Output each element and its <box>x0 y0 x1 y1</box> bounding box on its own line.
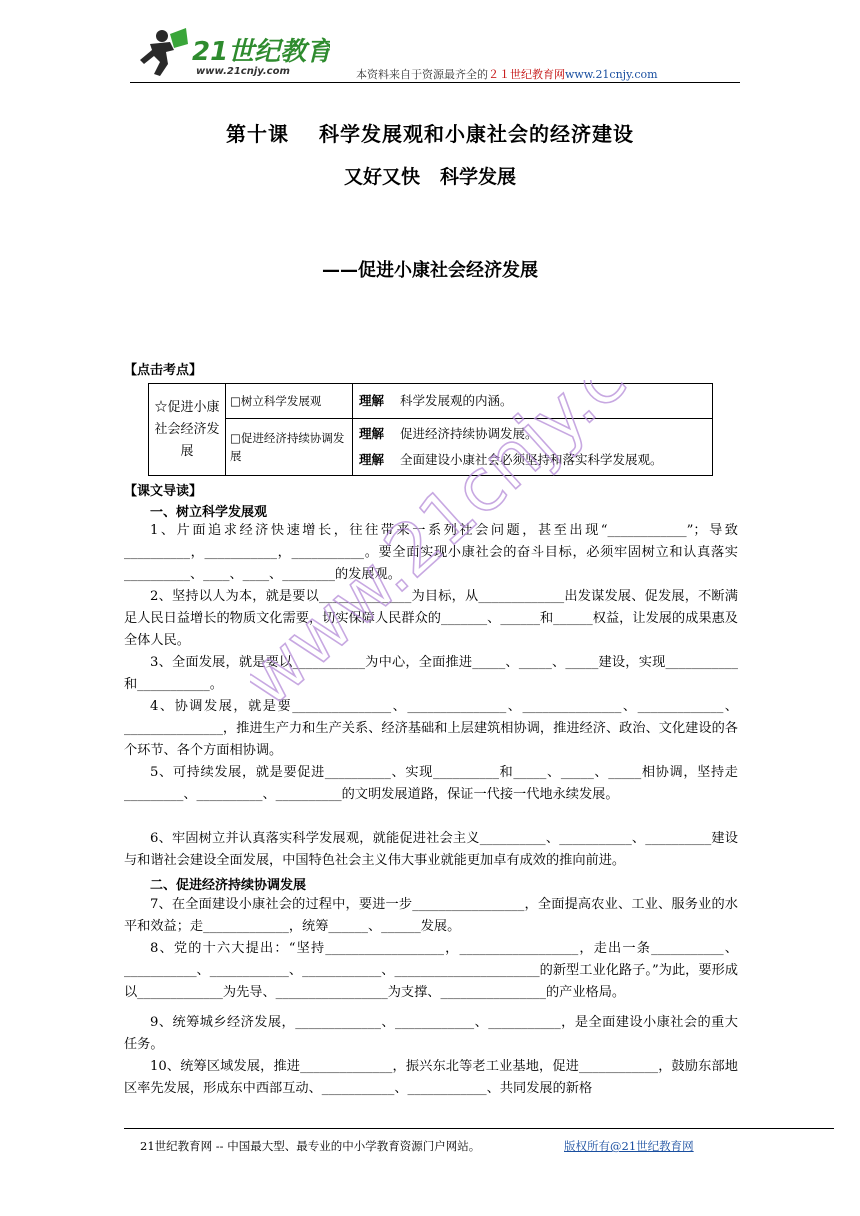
footer-note: 21世纪教育网 -- 中国最大型、最专业的中小学教育资源门户网站。 <box>140 1139 481 1153</box>
page-title <box>0 118 860 147</box>
watermark-text: www.21cnjy.com <box>250 380 670 723</box>
header-note-prefix: 本资料来自于资源最齐全的 <box>356 68 488 81</box>
section-1-heading: 一、树立科学发展观 <box>150 505 268 520</box>
kaodian-topic: ☆促进小康社会经济发展 <box>149 384 226 476</box>
lesson-number: 第十课 <box>226 122 289 146</box>
kaodian-heading: 【点击考点】 <box>124 363 203 378</box>
paragraph-3: 3、全面发展，就是要以___________为中心，全面推进_____、_____、_____建设，实现___________和___________。 <box>124 655 738 692</box>
kaodian-table <box>148 383 713 476</box>
kaodian-item-1: □树立科学发展观 <box>226 384 353 419</box>
subtitle-part-1: 又好又快 <box>343 166 420 188</box>
logo-title: 21世纪教育 <box>192 37 330 67</box>
logo-url: www.21cnjy.com <box>196 66 290 77</box>
header-note <box>356 66 658 82</box>
paragraph-7: 7、在全面建设小康社会的过程中，要进一步_________________，全面提高农业、工业、服务业的水平和效益；走_____________，统筹______、______发展。 <box>124 897 738 934</box>
page-subtitle-line <box>0 162 860 189</box>
paragraph-8: 8、党的十六大提出：“坚持__________________，__________________，走出一条___________、___________、____________、____________、______________________的新型工业化路子。”为此，要形成以_____________为先导、_________________为支撑、________________的产业格局。 <box>124 941 738 1000</box>
lesson-topic: 科学发展观和小康社会的经济建设 <box>319 122 634 146</box>
kaodian-req-2-3: 理解 促进经济持续协调发展。 理解 全面建设小康社会必须坚持和落实科学发展观。 <box>353 419 713 476</box>
paragraph-6: 6、牢固树立并认真落实科学发展观，就能促进社会主义__________、___________、__________建设与和谐社会建设全面发展，中国特色社会主义伟大事业就能更加卓有成效的推向前进。 <box>124 831 738 868</box>
paragraph-1: 1、片面追求经济快速增长，往往带来一系列社会问题，甚至出现“____________”；导致__________，___________，___________。要全面实现小康社会的奋斗目标，必须牢固树立和认真落实__________、____、____、________的发展观。 <box>124 523 738 582</box>
section-2-heading: 二、促进经济持续协调发展 <box>150 878 307 893</box>
header-note-site: ２１世纪教育网 <box>488 68 565 81</box>
footer-divider <box>124 1128 834 1129</box>
paragraph-4: 4、协调发展，就是要_______________、_______________、_______________、_____________、_______________，推进生产力和生产关系、经济基础和上层建筑相协调，推进经济、政治、文化建设的各个环节、各个方面相协调。 <box>124 699 738 758</box>
header-divider <box>130 82 740 83</box>
footer-copyright-link[interactable]: 版权所有@21世纪教育网 <box>564 1139 694 1153</box>
paragraph-2: 2、坚持以人为本，就是要以______________为目标，从_____________出发谋发展、促发展，不断满足人民日益增长的物质文化需要，切实保障人民群众的_______、______和______权益，让发展的成果惠及全体人民。 <box>124 589 738 648</box>
site-logo <box>130 20 330 82</box>
subtitle-part-2: 科学发展 <box>440 166 517 188</box>
kaodian-item-2: □促进经济持续协调发展 <box>226 419 353 476</box>
paragraph-9: 9、统筹城乡经济发展，_____________、____________、___________，是全面建设小康社会的重大任务。 <box>124 1015 738 1052</box>
daodu-heading: 【课文导读】 <box>124 484 203 499</box>
header-note-link[interactable]: www.21cnjy.com <box>565 68 658 81</box>
footer <box>140 1138 694 1154</box>
page-subtitle: ——促进小康社会经济发展 <box>322 260 538 281</box>
paragraph-10: 10、统筹区域发展，推进______________，振兴东北等老工业基地，促进____________，鼓励东部地区率先发展，形成东中西部互动、___________、____________、共同发展的新格 <box>124 1059 738 1096</box>
kaodian-req-1: 理解 科学发展观的内涵。 <box>353 384 713 419</box>
paragraph-5: 5、可持续发展，就是要促进__________、实现__________和_____、_____、_____相协调，坚持走_________、__________、__________的文明发展道路，保证一代接一代地永续发展。 <box>124 765 738 802</box>
